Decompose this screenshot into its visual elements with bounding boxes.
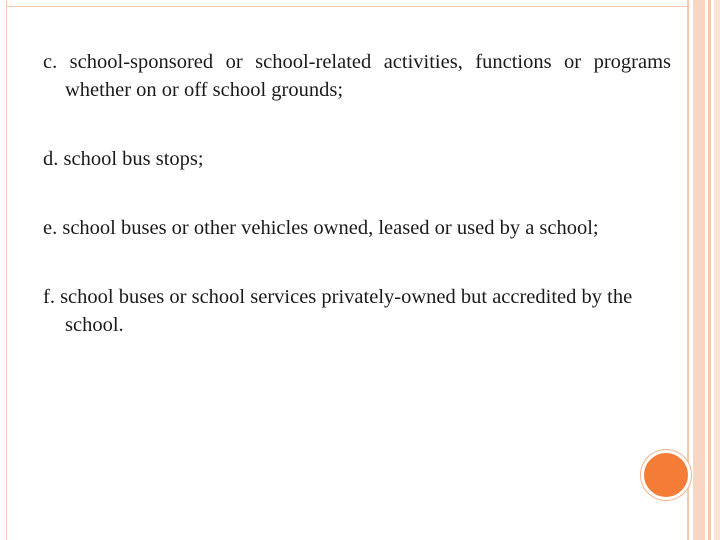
list-item-f: f. school buses or school services privately-owned but accredited by the school. bbox=[43, 286, 633, 336]
decorative-band-stripe bbox=[687, 0, 689, 540]
decorative-band-stripe bbox=[708, 0, 711, 540]
list-item-e: e. school buses or other vehicles owned, leased or used by a school; bbox=[43, 217, 599, 239]
list-item-d: d. school bus stops; bbox=[43, 148, 204, 170]
left-border-line bbox=[6, 0, 7, 540]
decorative-band-stripe bbox=[693, 0, 705, 540]
decorative-orange-circle-icon bbox=[641, 450, 691, 500]
list-item-c: c. school-sponsored or school-related activities, functions or programs whether on or off school grounds; bbox=[43, 51, 671, 101]
slide-body-list bbox=[43, 48, 671, 380]
top-border-line bbox=[6, 6, 690, 7]
decorative-band-stripe bbox=[714, 0, 720, 540]
